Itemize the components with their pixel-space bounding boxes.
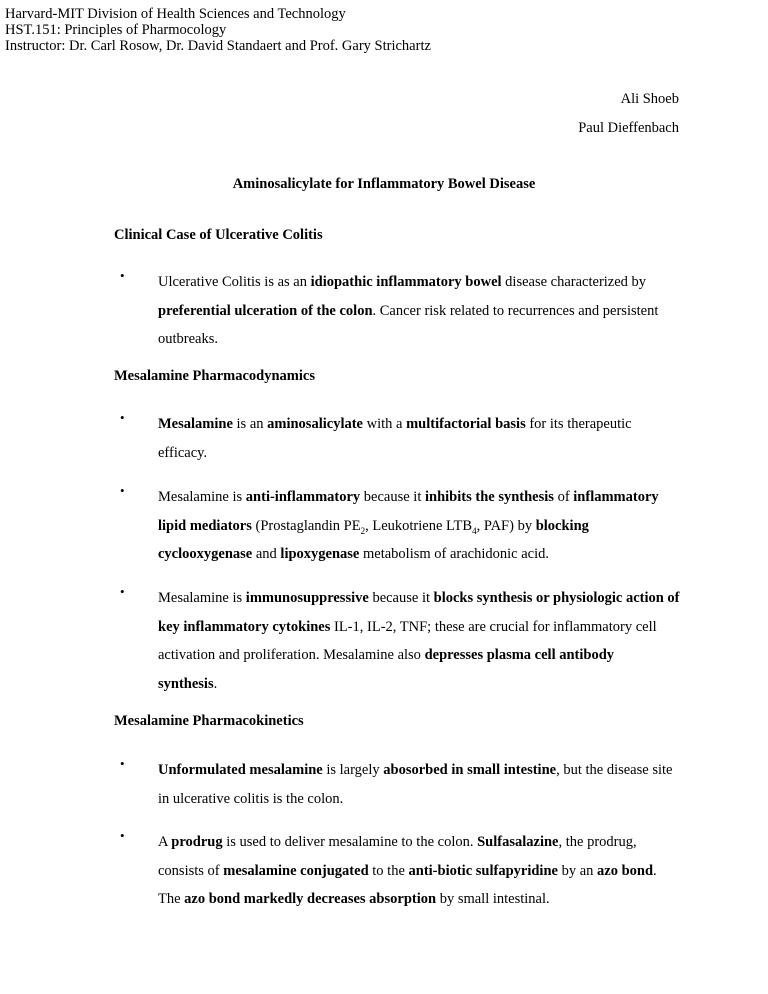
- bullet-text: Unformulated mesalamine is largely abosorbed in small intestine, but the disease site in ulcerative colitis is the colon.: [158, 762, 673, 807]
- bullet-icon: •: [120, 483, 125, 498]
- section-heading-pharmacokinetics: Mesalamine Pharmacokinetics: [114, 713, 304, 729]
- author-1: Ali Shoeb: [620, 91, 679, 107]
- bullet-text: Mesalamine is an aminosalicylate with a multifactorial basis for its therapeutic efficacy.: [158, 416, 632, 461]
- section-heading-pharmacodynamics: Mesalamine Pharmacodynamics: [114, 368, 315, 384]
- bullet-icon: •: [120, 584, 125, 599]
- header-line-division: Harvard-MIT Division of Health Sciences and Technology: [5, 6, 346, 22]
- bullet-icon: •: [120, 410, 125, 425]
- header-line-instructor: Instructor: Dr. Carl Rosow, Dr. David Standaert and Prof. Gary Strichartz: [5, 38, 431, 54]
- bullet-text: A prodrug is used to deliver mesalamine to the colon. Sulfasalazine, the prodrug, consists of mesalamine conjugated to the anti-biotic sulfapyridine by an azo bond. The azo bond markedly decreases absorption by small intestinal.: [158, 834, 657, 907]
- list-item: [120, 584, 680, 698]
- course-header: [5, 6, 431, 54]
- list-item: [120, 483, 680, 569]
- section-heading-clinical-case: Clinical Case of Ulcerative Colitis: [114, 227, 323, 243]
- document-title: Aminosalicylate for Inflammatory Bowel Disease: [232, 176, 536, 192]
- bullet-icon: •: [120, 268, 125, 283]
- bullet-icon: •: [120, 828, 125, 843]
- bullet-icon: •: [120, 756, 125, 771]
- header-line-course: HST.151: Principles of Pharmocology: [5, 22, 227, 38]
- list-item: [120, 268, 680, 354]
- author-2: Paul Dieffenbach: [578, 120, 679, 136]
- list-item: [120, 756, 680, 813]
- bullet-text: Ulcerative Colitis is as an idiopathic inflammatory bowel disease characterized by preferential ulceration of the colon. Cancer risk related to recurrences and persistent outbreaks.: [158, 274, 659, 347]
- list-item: [120, 828, 680, 914]
- bullet-text: Mesalamine is immunosuppressive because it blocks synthesis or physiologic action of key inflammatory cytokines IL-1, IL-2, TNF; these are crucial for inflammatory cell activation and proliferation. Mesalamine also depresses plasma cell antibody synthesis.: [158, 590, 680, 692]
- bullet-text: Mesalamine is anti-inflammatory because it inhibits the synthesis of inflammatory lipid mediators (Prostaglandin $PE_2$, Leukotriene $LTB_4$, PAF) by blocking cyclooxygenase and lipoxygenase metabolism of arachidonic acid.: [158, 489, 659, 562]
- list-item: [120, 410, 680, 467]
